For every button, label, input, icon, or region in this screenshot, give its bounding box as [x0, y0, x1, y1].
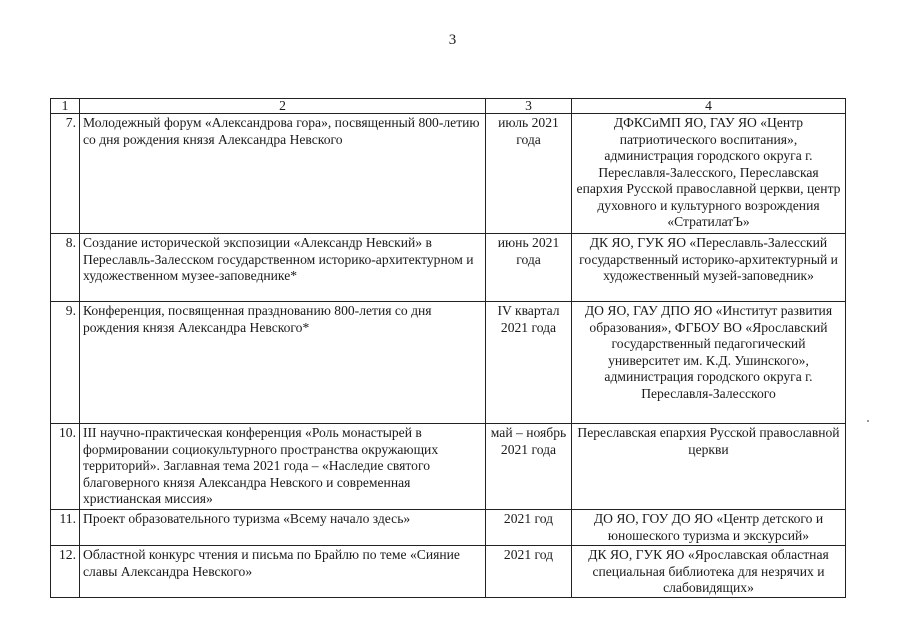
table-row — [51, 546, 846, 598]
event-organizers: Переславская епархия Русской православной церкви — [572, 424, 846, 510]
event-date: 2021 год — [486, 546, 572, 598]
event-name: Создание исторической экспозиции «Александр Невский» в Переславль-Залесском государственном историко-архитектурном и художественном музее-заповеднике* — [80, 234, 486, 302]
table-row — [51, 114, 846, 234]
event-name: Проект образовательного туризма «Всему начало здесь» — [80, 510, 486, 546]
event-organizers: ДО ЯО, ГАУ ДПО ЯО «Институт развития образования», ФГБОУ ВО «Ярославский государственный педагогический университет им. К.Д. Ушинского», администрация городского округа г. Переславля-Залесского — [572, 302, 846, 424]
events-table — [50, 98, 846, 598]
event-organizers: ДО ЯО, ГОУ ДО ЯО «Центр детского и юношеского туризма и экскурсий» — [572, 510, 846, 546]
table-row — [51, 302, 846, 424]
event-date: июнь 2021 года — [486, 234, 572, 302]
row-number: 9. — [51, 302, 80, 424]
event-name: Молодежный форум «Александрова гора», посвященный 800-летию со дня рождения князя Александра Невского — [80, 114, 486, 234]
row-number: 7. — [51, 114, 80, 234]
event-date: май – ноябрь 2021 года — [486, 424, 572, 510]
header-cell: 2 — [80, 99, 486, 114]
row-number: 10. — [51, 424, 80, 510]
header-cell: 4 — [572, 99, 846, 114]
table-row — [51, 424, 846, 510]
row-number: 12. — [51, 546, 80, 598]
row-number: 11. — [51, 510, 80, 546]
page-number: 3 — [448, 32, 457, 48]
event-name: Областной конкурс чтения и письма по Брайлю по теме «Сияние славы Александра Невского» — [80, 546, 486, 598]
event-date: IV квартал 2021 года — [486, 302, 572, 424]
table-row — [51, 510, 846, 546]
event-organizers: ДК ЯО, ГУК ЯО «Ярославская областная специальная библиотека для незрячих и слабовидящих» — [572, 546, 846, 598]
event-date: июль 2021 года — [486, 114, 572, 234]
table-row — [51, 234, 846, 302]
event-name: III научно-практическая конференция «Роль монастырей в формировании социокультурного пространства окружающих территорий». Заглавная тема 2021 года – «Наследие святого благоверного князя Александра Невского и современная христианская миссия» — [80, 424, 486, 510]
event-date: 2021 год — [486, 510, 572, 546]
event-name: Конференция, посвященная празднованию 800-летия со дня рождения князя Александра Невского* — [80, 302, 486, 424]
scan-speck — [867, 420, 869, 422]
header-cell: 3 — [486, 99, 572, 114]
row-number: 8. — [51, 234, 80, 302]
event-organizers: ДК ЯО, ГУК ЯО «Переславль-Залесский государственный историко-архитектурный и художественный музей-заповедник» — [572, 234, 846, 302]
table-header-row — [51, 99, 846, 114]
header-cell: 1 — [51, 99, 80, 114]
event-organizers: ДФКСиМП ЯО, ГАУ ЯО «Центр патриотического воспитания», администрация городского округа г. Переславля-Залесского, Переславская епархия Русской православной церкви, центр духовного и культурного возрождения «СтратилатЪ» — [572, 114, 846, 234]
